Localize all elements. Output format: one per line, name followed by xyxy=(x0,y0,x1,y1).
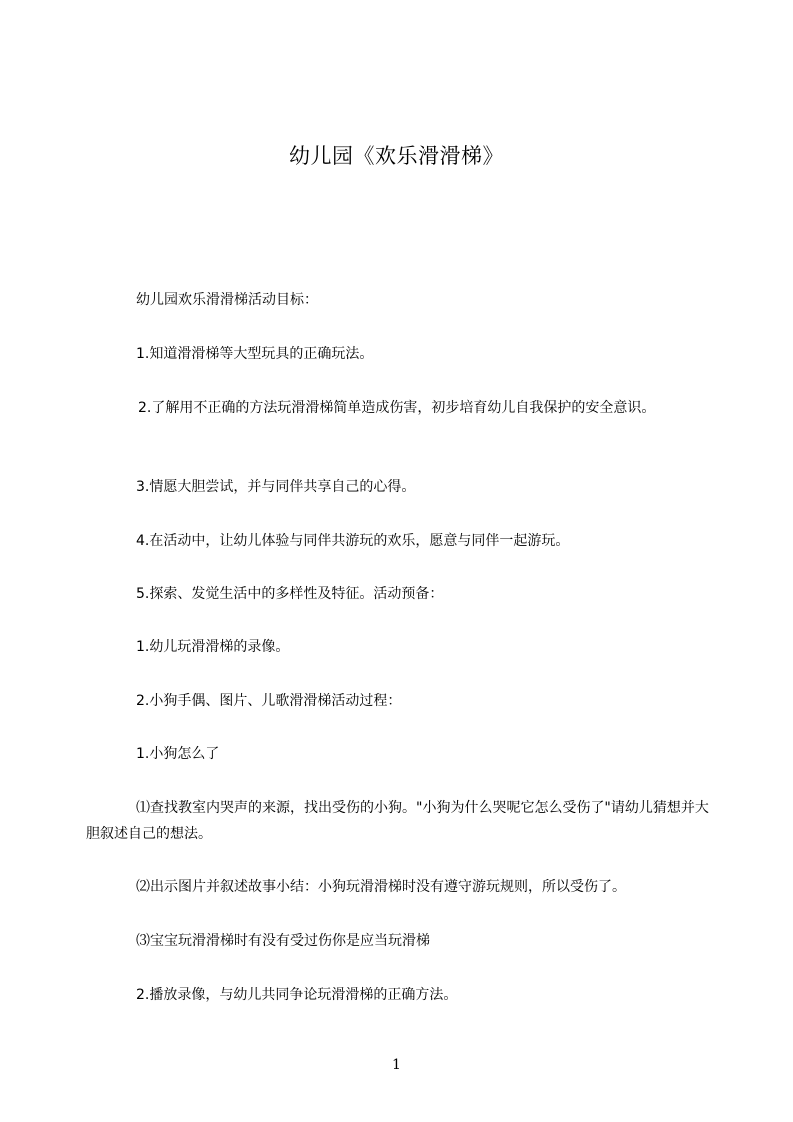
paragraph-preparation-2: 2.小狗手偶、图片、儿歌滑滑梯活动过程： xyxy=(136,693,402,709)
paragraph-process-1-step-1: ⑴查找教室内哭声的来源，找出受伤的小狗。"小狗为什么哭呢它怎么受伤了"请幼儿猜想并大胆叙述自己的想法。 xyxy=(86,800,709,842)
paragraph-process-1: 1.小狗怎么了 xyxy=(136,746,220,762)
paragraph-objective-2: 2.了解用不正确的方法玩滑滑梯简单造成伤害，初步培育幼儿自我保护的安全意识。 xyxy=(138,400,656,416)
paragraph-preparation-1: 1.幼儿玩滑滑梯的录像。 xyxy=(136,639,290,655)
paragraph-objective-5: 5.探索、发觉生活中的多样性及特征。活动预备： xyxy=(136,586,444,602)
paragraph-process-1-step-2: ⑵出示图片并叙述故事小结：小狗玩滑滑梯时没有遵守游玩规则，所以受伤了。 xyxy=(136,879,626,895)
paragraph-objectives-heading: 幼儿园欢乐滑滑梯活动目标： xyxy=(136,292,318,308)
document-title: 幼儿园《欢乐滑滑梯》 xyxy=(289,144,504,168)
paragraph-objective-4: 4.在活动中，让幼儿体验与同伴共游玩的欢乐，愿意与同伴一起游玩。 xyxy=(136,533,570,549)
paragraph-objective-3: 3.情愿大胆尝试，并与同伴共享自己的心得。 xyxy=(136,479,416,495)
paragraph-objective-1: 1.知道滑滑梯等大型玩具的正确玩法。 xyxy=(136,346,374,362)
paragraph-process-2: 2.播放录像，与幼儿共同争论玩滑滑梯的正确方法。 xyxy=(136,987,458,1003)
page-number: 1 xyxy=(392,1057,401,1073)
paragraph-process-1-step-3: ⑶宝宝玩滑滑梯时有没有受过伤你是应当玩滑梯 xyxy=(136,933,430,949)
